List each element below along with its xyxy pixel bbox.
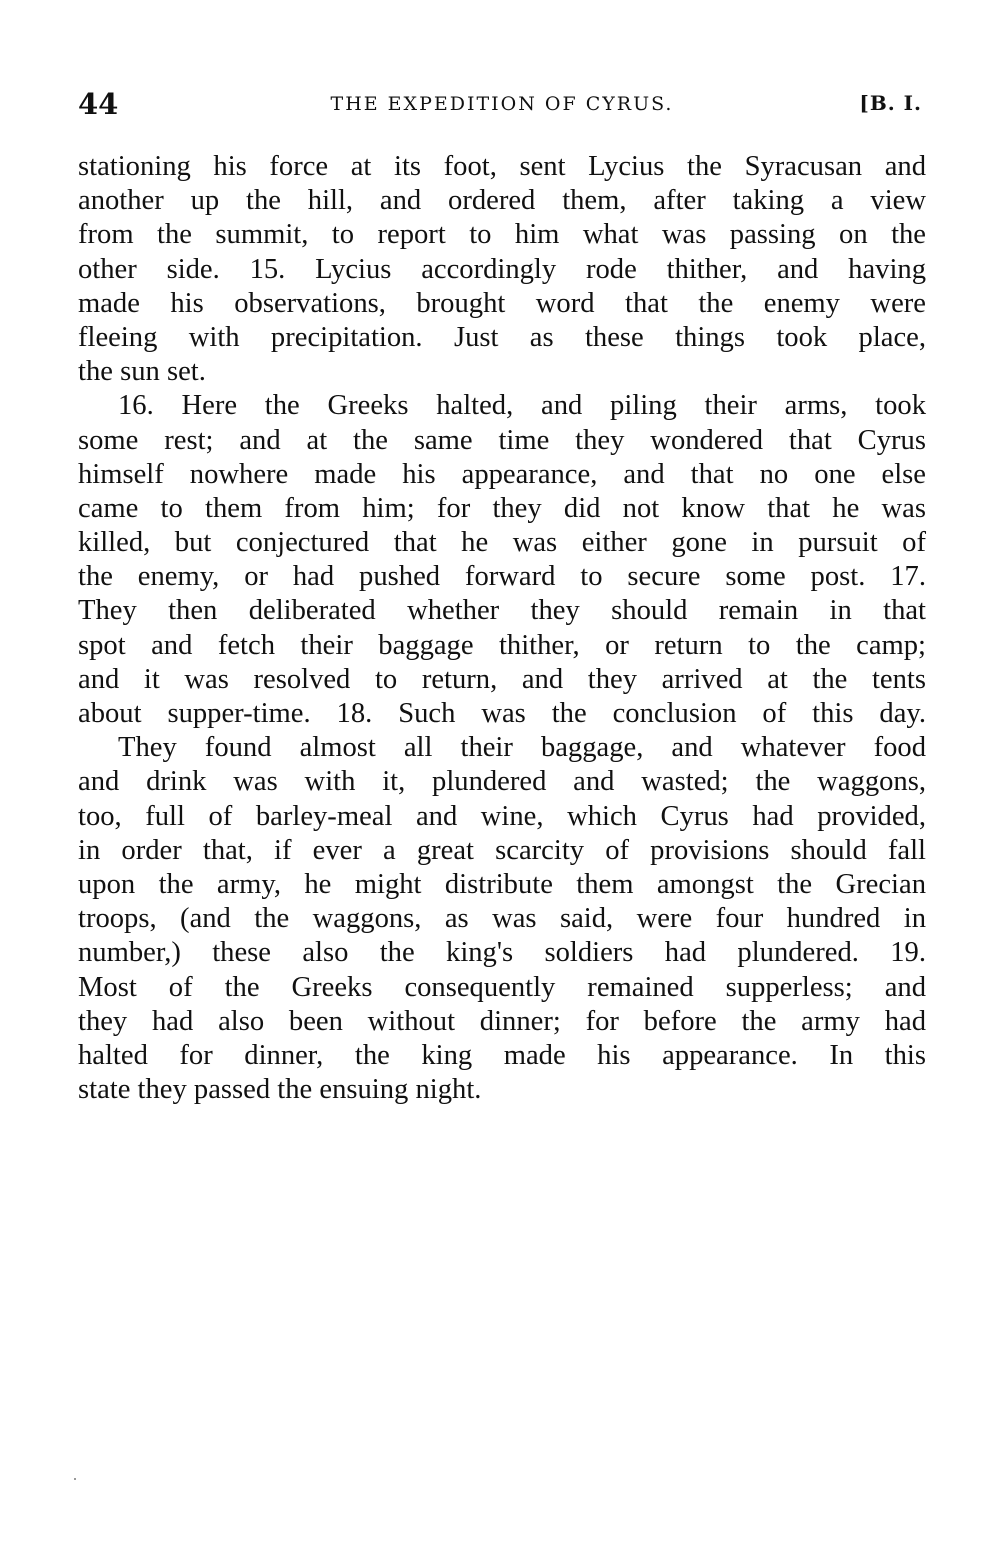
body-text [78, 150, 926, 1107]
text-line: they had also been without dinner; for before the army had [78, 1005, 926, 1037]
scan-speck [74, 1478, 76, 1480]
text-line: himself nowhere made his appearance, and that no one else [78, 458, 926, 490]
running-title: THE EXPEDITION OF CYRUS. [330, 93, 674, 115]
text-line: came to them from him; for they did not know that he was [78, 492, 926, 524]
text-line: the enemy, or had pushed forward to secure some post. 17. [78, 561, 926, 593]
text-line: other side. 15. Lycius accordingly rode thither, and having [78, 253, 926, 285]
text-line: and it was resolved to return, and they arrived at the tents [78, 663, 926, 695]
text-line: the sun set. [78, 356, 206, 388]
text-line: spot and fetch their baggage thither, or return to the camp; [78, 629, 926, 661]
text-line: upon the army, he might distribute them amongst the Grecian [78, 868, 926, 900]
text-line: They found almost all their baggage, and whatever food [118, 732, 926, 764]
text-line: in order that, if ever a great scarcity of provisions should fall [78, 834, 926, 866]
text-line: about supper-time. 18. Such was the conclusion of this day. [78, 698, 926, 729]
text-line: halted for dinner, the king made his appearance. In this [78, 1039, 926, 1071]
text-line: another up the hill, and ordered them, after taking a view [78, 185, 926, 217]
running-header [78, 87, 926, 121]
text-line: troops, (and the waggons, as was said, were four hundred in [78, 903, 926, 935]
text-line: number,) these also the king's soldiers had plundered. 19. [78, 937, 926, 969]
text-line: fleeing with precipitation. Just as these things took place, [78, 321, 926, 353]
text-line: some rest; and at the same time they wondered that Cyrus [78, 424, 926, 456]
text-line: made his observations, brought word that the enemy were [78, 287, 926, 319]
text-line: state they passed the ensuing night. [78, 1074, 482, 1106]
text-line: 16. Here the Greeks halted, and piling their arms, took [118, 390, 926, 422]
text-line: killed, but conjectured that he was either gone in pursuit of [78, 527, 926, 559]
page-number: 44 [78, 87, 119, 121]
text-line: from the summit, to report to him what was passing on the [78, 219, 926, 251]
book-reference: [B. I. [859, 91, 922, 115]
text-line: Most of the Greeks consequently remained supperless; and [78, 971, 926, 1003]
text-line: too, full of barley-meal and wine, which Cyrus had provided, [78, 800, 926, 832]
text-line: and drink was with it, plundered and wasted; the waggons, [78, 766, 926, 798]
text-line: They then deliberated whether they should remain in that [78, 595, 926, 627]
text-line: stationing his force at its foot, sent Lycius the Syracusan and [78, 151, 926, 182]
